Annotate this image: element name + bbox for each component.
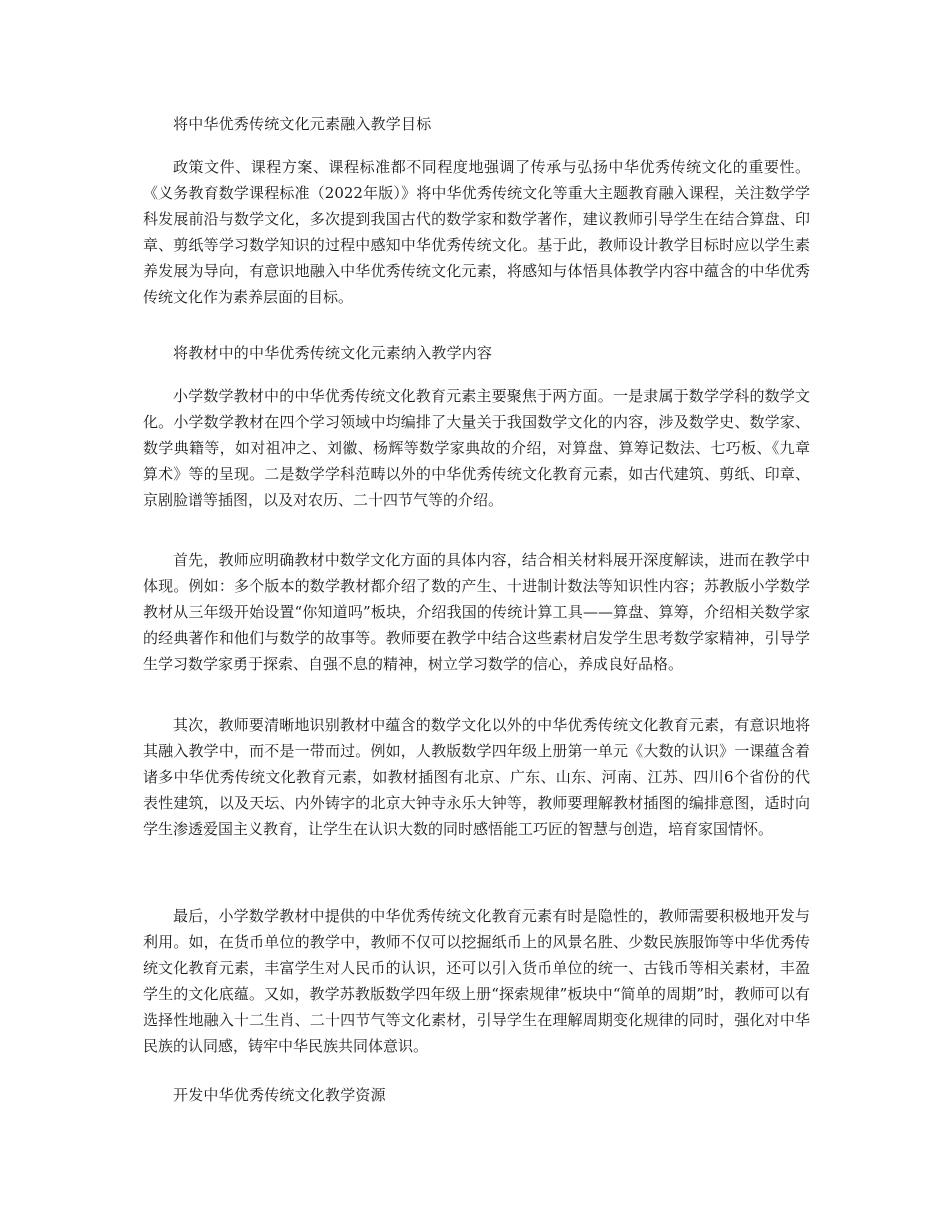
paragraph-content-second: 其次，教师要清晰地识别教材中蕴含的数学文化以外的中华优秀传统文化教育元素，有意识地将其融入教学中，而不是一带而过。例如，人教版数学四年级上册第一单元《大数的认识》一课蕴含着诸多中华优秀传统文化教育元素，如教材插图有北京、广东、山东、河南、江苏、四川6个省份的代表性建筑，以及天坛、内外铸字的北京大钟寺永乐大钟等，教师要理解教材插图的编排意图，适时向学生渗透爱国主义教育，让学生在认识大数的同时感悟能工巧匠的智慧与创造，培育家国情怀。: [143, 716, 810, 838]
section-heading-teaching-content: 将教材中的中华优秀传统文化元素纳入教学内容: [173, 344, 493, 362]
paragraph-content-overview: 小学数学教材中的中华优秀传统文化教育元素主要聚焦于两方面。一是隶属于数学学科的数学文化。小学数学教材在四个学习领域中均编排了大量关于我国数学文化的内容，涉及数学史、数学家、数学典籍等，如对祖冲之、刘徽、杨辉等数学家典故的介绍，对算盘、算筹记数法、七巧板、《九章算术》等的呈现。二是数学学科范畴以外的中华优秀传统文化教育元素，如古代建筑、剪纸、印章、京剧脸谱等插图，以及对农历、二十四节气等的介绍。: [143, 387, 810, 509]
section-heading-teaching-goals: 将中华优秀传统文化元素融入教学目标: [173, 115, 432, 133]
paragraph-content-third: 最后，小学数学教材中提供的中华优秀传统文化教育元素有时是隐性的，教师需要积极地开发与利用。如，在货币单位的教学中，教师不仅可以挖掘纸币上的风景名胜、少数民族服饰等中华优秀传统文化教育元素，丰富学生对人民币的认识，还可以引入货币单位的统一、古钱币等相关素材，丰盈学生的文化底蕴。又如，教学苏教版数学四年级上册“探索规律”板块中“简单的周期”时，教师可以有选择性地融入十二生肖、二十四节气等文化素材，引导学生在理解周期变化规律的同时，强化对中华民族的认同感，铸牢中华民族共同体意识。: [143, 907, 810, 1055]
paragraph-teaching-goals: 政策文件、课程方案、课程标准都不同程度地强调了传承与弘扬中华优秀传统文化的重要性。《义务教育数学课程标准（2022年版）》将中华优秀传统文化等重大主题教育融入课程，关注数学学科发展前沿与数学文化，多次提到我国古代的数学家和数学著作，建议教师引导学生在结合算盘、印章、剪纸等学习数学知识的过程中感知中华优秀传统文化。基于此，教师设计教学目标时应以学生素养发展为导向，有意识地融入中华优秀传统文化元素，将感知与体悟具体教学内容中蕴含的中华优秀传统文化作为素养层面的目标。: [143, 158, 810, 306]
paragraph-content-first: 首先，教师应明确教材中数学文化方面的具体内容，结合相关材料展开深度解读，进而在教学中体现。例如：多个版本的数学教材都介绍了数的产生、十进制计数法等知识性内容；苏教版小学数学教材从三年级开始设置“你知道吗”板块，介绍我国的传统计算工具——算盘、算筹，介绍相关数学家的经典著作和他们与数学的故事等。教师要在教学中结合这些素材启发学生思考数学家精神，引导学生学习数学家勇于探索、自强不息的精神，树立学习数学的信心，养成良好品格。: [143, 551, 810, 673]
section-heading-resources: 开发中华优秀传统文化教学资源: [173, 1086, 386, 1104]
